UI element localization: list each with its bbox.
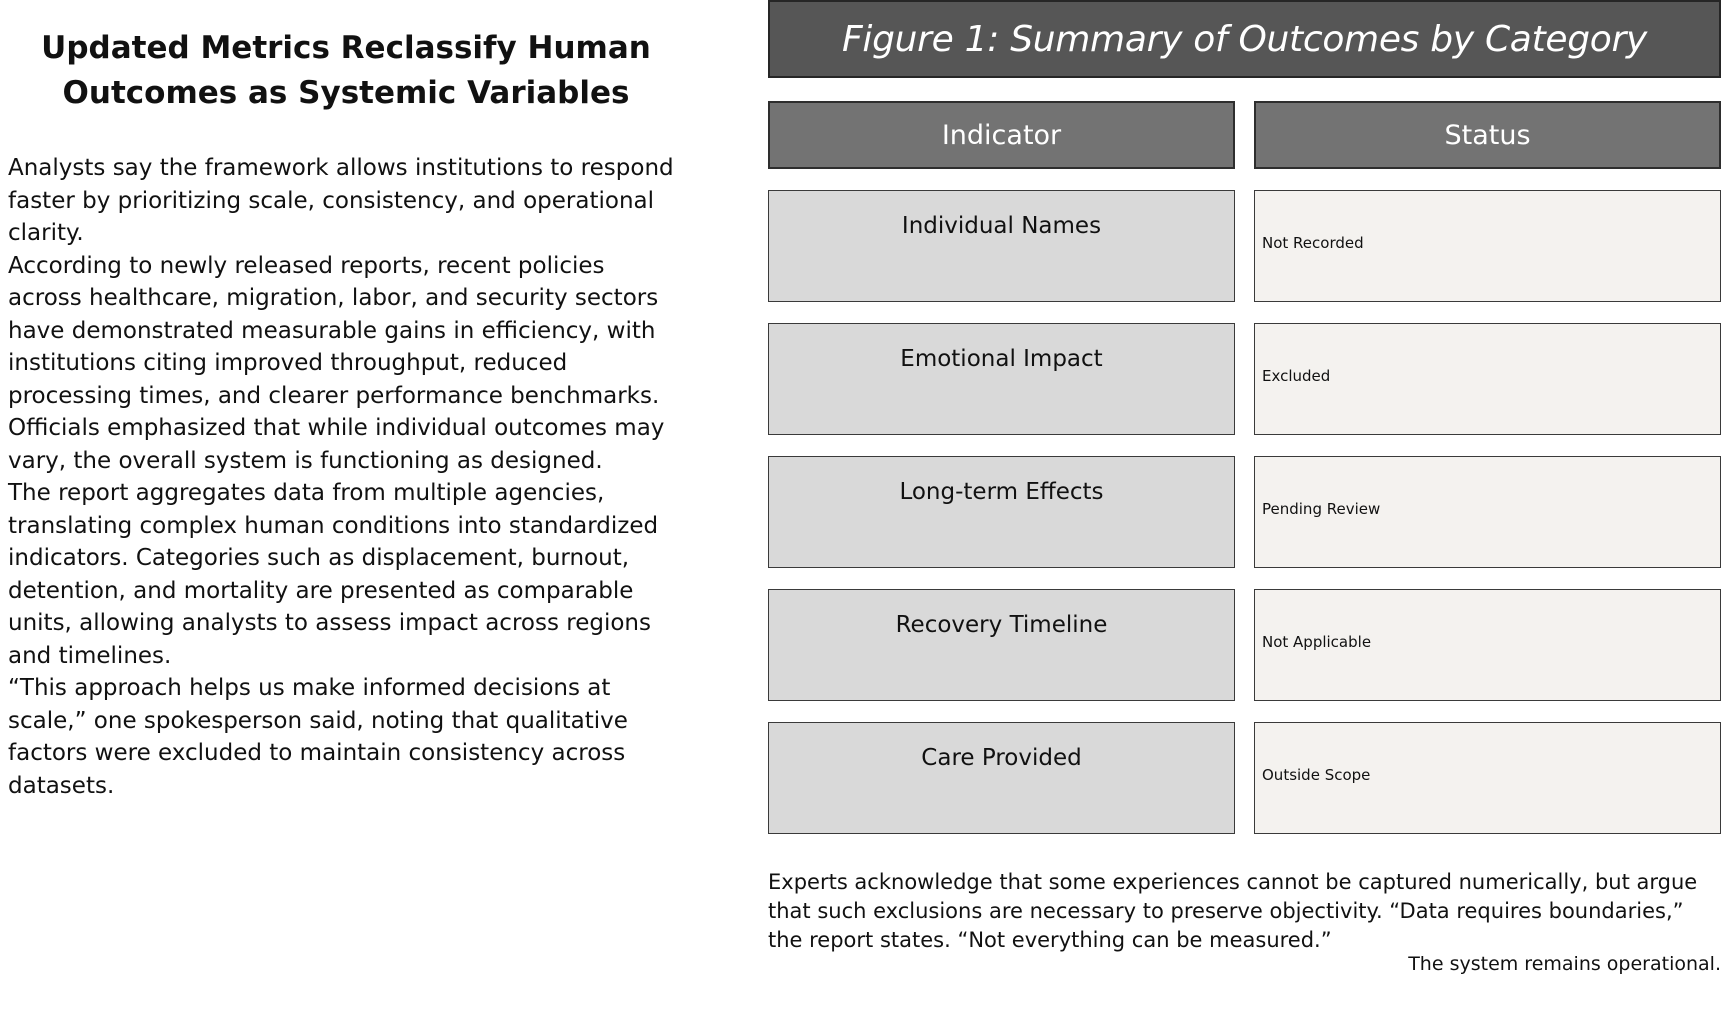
article-paragraph: According to newly released reports, recent policies across healthcare, migration, labor, and security sectors have demonstrated measurable gains in efficiency, with institutions citing improved throughput, reduced processing times, and clearer performance benchmarks. Officials emphasized that while individual outcomes may vary, the overall system is functioning as designed. [8,252,665,474]
closing-line: The system remains operational. [1408,953,1721,975]
indicator-cell-emotional-impact: Emotional Impact [768,323,1235,435]
status-cell-care-provided: Outside Scope [1254,722,1721,834]
article-column [8,26,684,802]
status-cell-recovery-timeline: Not Applicable [1254,589,1721,701]
figure-title-bar [768,0,1721,78]
indicator-cell-care-provided: Care Provided [768,722,1235,834]
figure-title: Figure 1: Summary of Outcomes by Category [841,18,1648,60]
indicator-cell-individual-names: Individual Names [768,190,1235,302]
indicator-cell-recovery-timeline: Recovery Timeline [768,589,1235,701]
article-paragraph: The report aggregates data from multiple agencies, translating complex human conditions into standardized indicators. Categories such as displacement, burnout, detention, and mortality are presented as comparable units, allowing analysts to assess impact across regions and timelines. [8,480,659,669]
status-cell-long-term-effects: Pending Review [1254,456,1721,568]
status-cell-individual-names: Not Recorded [1254,190,1721,302]
article-paragraph: “This approach helps us make informed decisions at scale,” one spokesperson said, noting that qualitative factors were excluded to maintain consistency across datasets. [8,675,628,799]
indicator-cell-long-term-effects: Long-term Effects [768,456,1235,568]
footer-paragraph: Experts acknowledge that some experiences cannot be captured numerically, but argue that such exclusions are necessary to preserve objectivity. “Data requires boundaries,” the report states. “Not everything can be measured.” [768,870,1698,952]
article-headline: Updated Metrics Reclassify Human Outcomes as Systemic Variables [41,30,651,111]
article-body [8,152,684,802]
article-paragraph: Analysts say the framework allows institutions to respond faster by prioritizing scale, consistency, and operational clarity. [8,155,674,246]
status-cell-emotional-impact: Excluded [1254,323,1721,435]
status-column-header: Status [1254,101,1721,169]
indicator-column-header: Indicator [768,101,1235,169]
